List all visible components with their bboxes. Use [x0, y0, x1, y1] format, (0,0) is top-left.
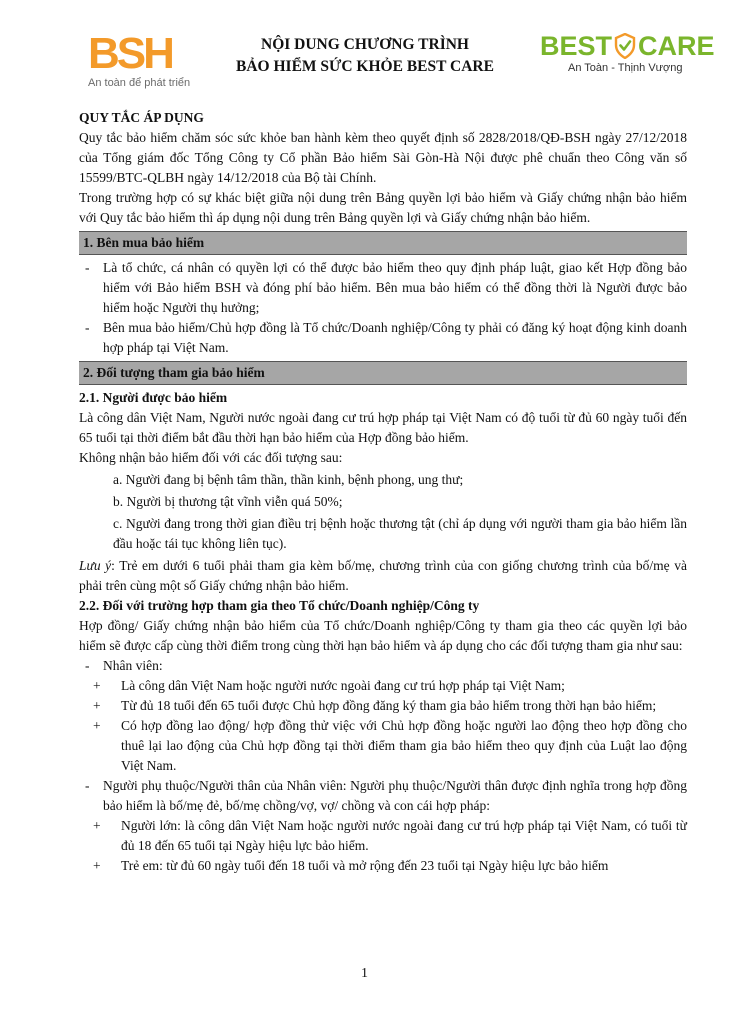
list-item-text: Là công dân Việt Nam hoặc người nước ngoài đang cư trú hợp pháp tại Việt Nam;: [121, 678, 565, 693]
subsection-2-1-heading: 2.1. Người được bảo hiểm: [79, 390, 228, 405]
list-item-text: Bên mua bảo hiểm/Chủ hợp đồng là Tổ chức/Doanh nghiệp/Công ty phải có đăng ký hoạt động kinh doanh hợp pháp tại Việt Nam.: [103, 320, 687, 355]
list-item-dependent: - Người phụ thuộc/Người thân của Nhân viên: Người phụ thuộc/Người thân được định nghĩa trong hợp đồng bảo hiểm là bố/mẹ đẻ, bố/mẹ chồng/vợ, vợ/ chồng và con cái hợp pháp:: [85, 778, 687, 813]
list-item: + Từ đủ 18 tuổi đến 65 tuổi được Chủ hợp đồng đăng ký tham gia bảo hiểm trong thời hạn bảo hiểm;: [93, 698, 657, 713]
bestcare-logo: [540, 30, 720, 90]
exclusion-item: c. Người đang trong thời gian điều trị bệnh hoặc thương tật (chỉ áp dụng với người tham gia bảo hiểm lần đầu hoặc tái tục không liên tục).: [113, 516, 687, 551]
bsh-logo-tagline: An toàn để phát triển: [88, 77, 191, 89]
subsection-2-1-paragraph: Là công dân Việt Nam, Người nước ngoài đang cư trú hợp pháp tại Việt Nam có độ tuổi từ đủ 60 ngày tuổi đến 65 tuổi tại thời điểm bắt đầu thời hạn bảo hiểm của Hợp đồng bảo hiểm.: [79, 410, 687, 445]
section-1-heading: 1. Bên mua bảo hiểm: [79, 231, 687, 255]
page-number: 1: [361, 966, 368, 981]
list-item: - Là tổ chức, cá nhân có quyền lợi có thể được bảo hiểm theo quy định pháp luật, giao kết Hợp đồng bảo hiểm với Bảo hiểm BSH và đóng phí bảo hiểm. Bên mua bảo hiểm có thể đồng thời là Người được bảo hiểm hoặc Người thụ hưởng;: [85, 260, 687, 315]
rules-paragraph-2: Trong trường hợp có sự khác biệt giữa nội dung trên Bảng quyền lợi bảo hiểm và Giấy chứng nhận bảo hiểm với Quy tắc bảo hiểm thì áp dụng nội dung trên Bảng quyền lợi và Giấy chứng nhận bảo hiểm.: [79, 190, 687, 225]
note: [79, 556, 687, 596]
exclusion-item: a. Người đang bị bệnh tâm thần, thần kinh, bệnh phong, ung thư;: [113, 472, 464, 487]
dependent-label: Người phụ thuộc/Người thân của Nhân viên: Người phụ thuộc/Người thân được định nghĩa trong hợp đồng bảo hiểm là bố/mẹ đẻ, bố/mẹ chồng/vợ, vợ/ chồng và con cái hợp pháp:: [103, 778, 687, 813]
list-item: + Là công dân Việt Nam hoặc người nước ngoài đang cư trú hợp pháp tại Việt Nam;: [93, 678, 565, 693]
list-item-text: Là tổ chức, cá nhân có quyền lợi có thể được bảo hiểm theo quy định pháp luật, giao kết Hợp đồng bảo hiểm với Bảo hiểm BSH và đóng phí bảo hiểm. Bên mua bảo hiểm có thể đồng thời là Người được bảo hiểm hoặc Người thụ hưởng;: [103, 260, 687, 315]
document-body: [79, 108, 687, 876]
note-label: Lưu ý: [79, 558, 112, 573]
bsh-logo: [88, 29, 208, 92]
list-item: - Bên mua bảo hiểm/Chủ hợp đồng là Tổ chức/Doanh nghiệp/Công ty phải có đăng ký hoạt động kinh doanh hợp pháp tại Việt Nam.: [85, 320, 687, 355]
bestcare-logo-mark: [540, 30, 720, 62]
list-item: + Có hợp đồng lao động/ hợp đồng thử việc với Chủ hợp đồng hoặc người lao động theo hợp đồng cho thuê lại lao động của Chủ hợp đồng tại thời điểm tham gia bảo hiểm theo quy định của Luật lao động Việt Nam.: [93, 718, 687, 773]
list-item-text: Trẻ em: từ đủ 60 ngày tuổi đến 18 tuổi và mở rộng đến 23 tuổi tại Ngày hiệu lực bảo hiểm: [121, 858, 609, 873]
exclusion-intro: Không nhận bảo hiểm đối với các đối tượng sau:: [79, 450, 343, 465]
page-header: [0, 0, 729, 100]
employee-label: Nhân viên:: [103, 658, 163, 673]
bsh-logo-mark: BSH: [88, 29, 172, 78]
list-item-text: Người lớn: là công dân Việt Nam hoặc người nước ngoài đang cư trú hợp pháp tại Việt Nam, có tuổi từ đủ 18 đến 65 tuổi tại Ngày hiệu lực bảo hiểm.: [121, 818, 687, 853]
document-title: [215, 34, 515, 78]
bestcare-logo-tagline: An Toàn - Thịnh Vượng: [568, 62, 683, 74]
exclusion-item: b. Người bị thương tật vĩnh viễn quá 50%;: [113, 494, 343, 509]
note-text: : Trẻ em dưới 6 tuổi phải tham gia kèm bố/mẹ, chương trình của con giống chương trình của bố/mẹ và phải trên cùng một số Giấy chứng nhận bảo hiểm.: [79, 558, 687, 593]
rules-paragraph-1: Quy tắc bảo hiểm chăm sóc sức khỏe ban hành kèm theo quyết định số 2828/2018/QĐ-BSH ngày 27/12/2018 của Tổng giám đốc Tổng Công ty Cổ phần Bảo hiểm Sài Gòn-Hà Nội được phê chuẩn theo Công văn số 15599/BTC-QLBH ngày 14/12/2018 của Bộ tài Chính.: [79, 130, 687, 185]
shield-check-icon: [614, 33, 636, 59]
section-2-heading: 2. Đối tượng tham gia bảo hiểm: [79, 361, 687, 385]
bestcare-word-best: BEST: [540, 31, 613, 61]
title-line-1: NỘI DUNG CHƯƠNG TRÌNH: [261, 36, 469, 53]
bestcare-word-care: CARE: [638, 31, 715, 61]
subsection-2-2-heading: 2.2. Đối với trường hợp tham gia theo Tổ chức/Doanh nghiệp/Công ty: [79, 598, 480, 613]
list-item-text: Từ đủ 18 tuổi đến 65 tuổi được Chủ hợp đồng đăng ký tham gia bảo hiểm trong thời hạn bảo hiểm;: [121, 698, 657, 713]
rules-heading: QUY TẮC ÁP DỤNG: [79, 110, 204, 125]
list-item: + Trẻ em: từ đủ 60 ngày tuổi đến 18 tuổi và mở rộng đến 23 tuổi tại Ngày hiệu lực bảo hiểm: [93, 858, 609, 873]
list-item: + Người lớn: là công dân Việt Nam hoặc người nước ngoài đang cư trú hợp pháp tại Việt Nam, có tuổi từ đủ 18 đến 65 tuổi tại Ngày hiệu lực bảo hiểm.: [93, 818, 687, 853]
subsection-2-2-paragraph: Hợp đồng/ Giấy chứng nhận bảo hiểm của Tổ chức/Doanh nghiệp/Công ty tham gia theo các quyền lợi bảo hiểm sẽ được cấp cùng thời điểm trong cùng thời hạn bảo hiểm và áp dụng cho các đối tượng tham gia như sau:: [79, 618, 687, 653]
list-item-employee: - Nhân viên:: [85, 658, 163, 673]
title-line-2: BẢO HIỂM SỨC KHỎE BEST CARE: [236, 58, 494, 75]
list-item-text: Có hợp đồng lao động/ hợp đồng thử việc với Chủ hợp đồng hoặc người lao động theo hợp đồng cho thuê lại lao động của Chủ hợp đồng tại thời điểm tham gia bảo hiểm theo quy định của Luật lao động Việt Nam.: [121, 718, 687, 773]
